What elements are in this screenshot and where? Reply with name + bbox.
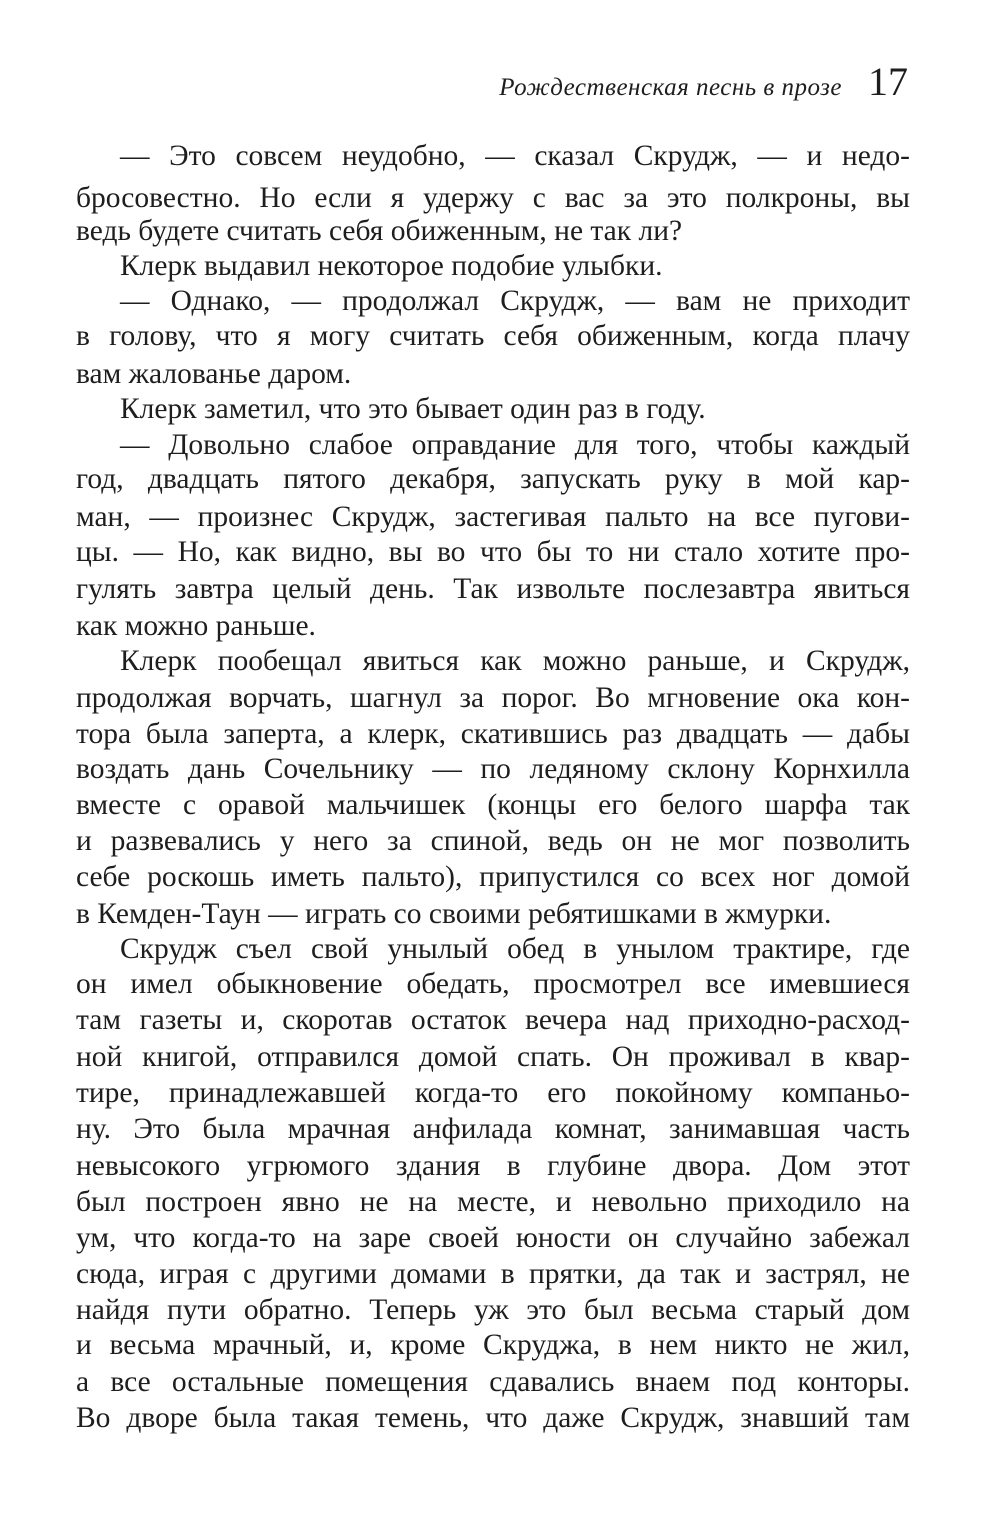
text-line: вместе с оравой мальчишек (концы его белого шарфа так	[76, 789, 910, 821]
text-line: невысокого угрюмого здания в глубине двора. Дом этот	[76, 1150, 910, 1182]
text-line: Клерк пообещал явиться как можно раньше, и Скрудж,	[120, 645, 910, 677]
text-line: ну. Это была мрачная анфилада комнат, занимавшая часть	[76, 1113, 910, 1145]
text-line: год, двадцать пятого декабря, запускать руку в мой кар-	[76, 463, 910, 495]
text-line: воздать дань Сочельнику — по ледяному склону Корнхилла	[76, 753, 910, 785]
text-line: ум, что когда-то на заре своей юности он случайно забежал	[76, 1222, 910, 1254]
text-line: Во дворе была такая темень, что даже Скрудж, знавший там	[76, 1402, 910, 1434]
text-line: гулять завтра целый день. Так извольте послезавтра явиться	[76, 573, 910, 605]
page-number: 17	[868, 59, 908, 104]
text-line: там газеты и, скоротав остаток вечера над приходно-расход-	[76, 1004, 910, 1036]
text-line: ман, — произнес Скрудж, застегивая пальто на все пугови-	[76, 501, 910, 533]
text-line: он имел обыкновение обедать, просмотрел все имевшиеся	[76, 968, 910, 1000]
text-line: продолжая ворчать, шагнул за порог. Во мгновение ока кон-	[76, 682, 910, 714]
text-line: Клерк заметил, что это бывает один раз в году.	[120, 393, 706, 425]
running-head	[499, 59, 908, 104]
text-line: в Кемден-Таун — играть со своими ребятишками в жмурки.	[76, 898, 832, 930]
text-line: — Однако, — продолжал Скрудж, — вам не приходит	[120, 285, 910, 317]
text-line: ведь будете считать себя обиженным, не так ли?	[76, 215, 683, 247]
text-line: как можно раньше.	[76, 610, 316, 642]
text-line: в голову, что я могу считать себя обиженным, когда плачу	[76, 320, 910, 352]
text-line: а все остальные помещения сдавались внаем под конторы.	[76, 1366, 910, 1398]
text-line: найдя пути обратно. Теперь уж это был весьма старый дом	[76, 1294, 910, 1326]
text-line: тора была заперта, а клерк, скатившись раз двадцать — дабы	[76, 718, 910, 750]
text-line: — Довольно слабое оправдание для того, чтобы каждый	[120, 429, 910, 461]
text-line: был построен явно не на месте, и невольно приходило на	[76, 1186, 910, 1218]
text-line: Клерк выдавил некоторое подобие улыбки.	[120, 250, 663, 282]
text-line: и весьма мрачный, и, кроме Скруджа, в нем никто не жил,	[76, 1329, 910, 1361]
running-title: Рождественская песнь в прозе	[499, 74, 842, 101]
text-line: Скрудж съел свой унылый обед в унылом трактире, где	[120, 933, 910, 965]
text-line: сюда, играя с другими домами в прятки, да так и застрял, не	[76, 1258, 910, 1290]
text-line: себе роскошь иметь пальто), припустился со всех ног домой	[76, 861, 910, 893]
text-line: бросовестно. Но если я удержу с вас за это полкроны, вы	[76, 182, 910, 214]
text-line: цы. — Но, как видно, вы во что бы то ни стало хотите про-	[76, 536, 910, 568]
text-line: тире, принадлежавшей когда-то его покойному компаньо-	[76, 1077, 910, 1109]
text-line: — Это совсем неудобно, — сказал Скрудж, — и недо-	[120, 140, 910, 172]
text-line: и развевались у него за спиной, ведь он не мог позволить	[76, 825, 910, 857]
text-line: ной книгой, отправился домой спать. Он проживал в квар-	[76, 1041, 910, 1073]
text-line: вам жалованье даром.	[76, 358, 352, 390]
